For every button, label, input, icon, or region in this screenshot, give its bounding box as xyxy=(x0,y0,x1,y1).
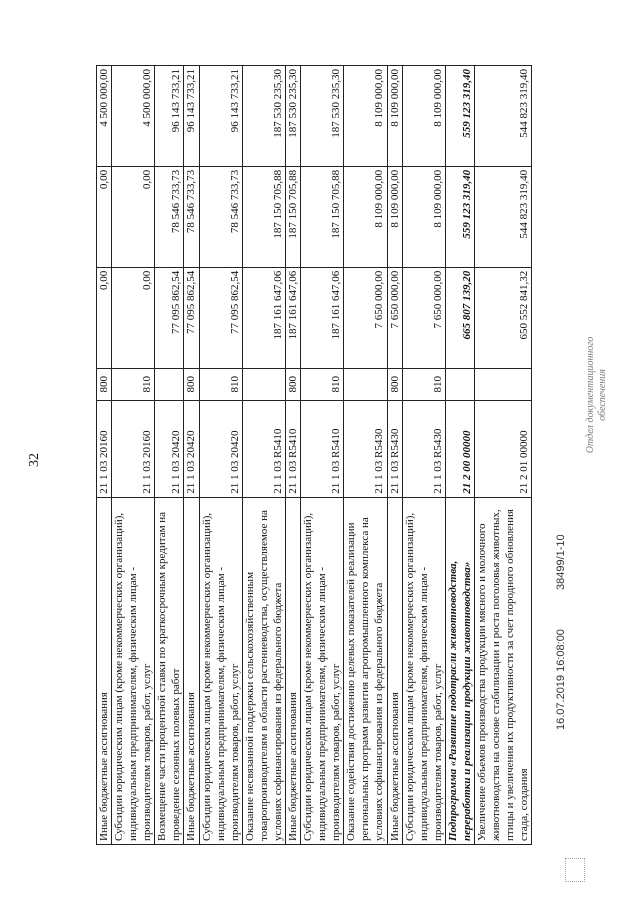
table-row xyxy=(97,66,112,845)
row-value-2020-cell: 559 123 319,40 xyxy=(445,166,474,267)
row-code-cell: 21 1 03 20420 xyxy=(184,400,199,497)
row-code-cell: 21 2 01 00000 xyxy=(475,400,532,497)
row-code-cell: 21 1 03 R5430 xyxy=(344,400,387,497)
row-type-cell: 810 xyxy=(112,368,155,400)
row-type-cell: 800 xyxy=(387,368,402,400)
row-value-2021-cell: 96 143 733,21 xyxy=(155,66,184,167)
row-value-2021-cell: 96 143 733,21 xyxy=(184,66,199,167)
row-value-2020-cell: 0,00 xyxy=(97,166,112,267)
row-value-2019-cell: 187 161 647,06 xyxy=(286,267,301,368)
row-type-cell: 800 xyxy=(184,368,199,400)
table-row xyxy=(475,66,532,845)
row-value-2020-cell: 187 150 705,88 xyxy=(286,166,301,267)
row-value-2019-cell: 650 552 841,32 xyxy=(475,267,532,368)
row-value-2019-cell: 187 161 647,06 xyxy=(301,267,344,368)
row-code-cell: 21 1 03 20420 xyxy=(199,400,242,497)
row-value-2021-cell: 4 500 000,00 xyxy=(112,66,155,167)
table-row xyxy=(286,66,301,845)
row-value-2019-cell: 665 807 139,20 xyxy=(445,267,474,368)
row-code-cell: 21 1 03 R5430 xyxy=(402,400,445,497)
row-value-2021-cell: 559 123 319,40 xyxy=(445,66,474,167)
row-type-cell: 810 xyxy=(402,368,445,400)
row-name-cell: Субсидии юридическим лицам (кроме некоммерческих организаций), индивидуальным предпринимателям, физическим лицам - производителям товаров, работ, услуг xyxy=(112,497,155,844)
row-type-cell xyxy=(344,368,387,400)
row-value-2020-cell: 8 109 000,00 xyxy=(387,166,402,267)
row-name-cell: Иные бюджетные ассигнования xyxy=(286,497,301,844)
row-name-cell: Подпрограмма «Развитие подотрасли животноводства, переработки и реализации продукции животноводства» xyxy=(445,497,474,844)
stamp-line-2: обеспечения xyxy=(597,369,608,421)
row-value-2020-cell: 78 546 733,73 xyxy=(184,166,199,267)
row-code-cell: 21 1 03 R5410 xyxy=(286,400,301,497)
budget-table xyxy=(96,65,532,845)
row-name-cell: Иные бюджетные ассигнования xyxy=(387,497,402,844)
footer-doc-id: 38499/1-10 xyxy=(555,534,567,590)
row-value-2019-cell: 77 095 862,54 xyxy=(184,267,199,368)
row-value-2020-cell: 0,00 xyxy=(112,166,155,267)
row-name-cell: Оказание содействия достижению целевых показателей реализации региональных программ развития агропромышленного комплекса на условиях софинансирования из федерального бюджета xyxy=(344,497,387,844)
row-name-cell: Субсидии юридическим лицам (кроме некоммерческих организаций), индивидуальным предпринимателям, физическим лицам - производителям товаров, работ, услуг xyxy=(402,497,445,844)
row-value-2020-cell: 8 109 000,00 xyxy=(344,166,387,267)
page-number: 32 xyxy=(27,453,42,467)
table-row xyxy=(112,66,155,845)
row-code-cell: 21 1 03 R5430 xyxy=(387,400,402,497)
row-name-cell: Возмещение части процентной ставки по краткосрочным кредитам на проведение сезонных полевых работ xyxy=(155,497,184,844)
row-name-cell: Увеличение объемов производства продукции мясного и молочного животноводства на основе стабилизации и роста поголовья животных, птицы и увеличения их продуктивности за счет породного обновления стада, создания xyxy=(475,497,532,844)
row-value-2019-cell: 187 161 647,06 xyxy=(242,267,285,368)
row-name-cell: Субсидии юридическим лицам (кроме некоммерческих организаций), индивидуальным предпринимателям, физическим лицам - производителям товаров, работ, услуг xyxy=(301,497,344,844)
row-code-cell: 21 2 00 00000 xyxy=(445,400,474,497)
row-type-cell: 810 xyxy=(301,368,344,400)
row-code-cell: 21 1 03 20420 xyxy=(155,400,184,497)
department-stamp xyxy=(585,320,609,470)
row-value-2019-cell: 7 650 000,00 xyxy=(344,267,387,368)
row-value-2021-cell: 544 823 319,40 xyxy=(475,66,532,167)
row-code-cell: 21 1 03 20160 xyxy=(112,400,155,497)
row-code-cell: 21 1 03 R5410 xyxy=(242,400,285,497)
table-row xyxy=(242,66,285,845)
row-value-2020-cell: 544 823 319,40 xyxy=(475,166,532,267)
table-row xyxy=(402,66,445,845)
table-row xyxy=(301,66,344,845)
row-value-2020-cell: 78 546 733,73 xyxy=(199,166,242,267)
row-value-2019-cell: 7 650 000,00 xyxy=(402,267,445,368)
row-type-cell: 800 xyxy=(286,368,301,400)
stamp-line-1: Отдел документационного xyxy=(585,336,596,454)
table-row xyxy=(344,66,387,845)
row-value-2019-cell: 77 095 862,54 xyxy=(155,267,184,368)
row-value-2019-cell: 0,00 xyxy=(112,267,155,368)
row-value-2020-cell: 8 109 000,00 xyxy=(402,166,445,267)
row-value-2021-cell: 8 109 000,00 xyxy=(387,66,402,167)
row-name-cell: Иные бюджетные ассигнования xyxy=(184,497,199,844)
row-type-cell: 800 xyxy=(97,368,112,400)
table-row xyxy=(445,66,474,845)
row-type-cell: 810 xyxy=(199,368,242,400)
row-value-2021-cell: 187 530 235,30 xyxy=(301,66,344,167)
table-row xyxy=(184,66,199,845)
row-value-2019-cell: 0,00 xyxy=(97,267,112,368)
row-name-cell: Иные бюджетные ассигнования xyxy=(97,497,112,844)
row-type-cell xyxy=(445,368,474,400)
row-value-2020-cell: 187 150 705,88 xyxy=(242,166,285,267)
row-value-2019-cell: 7 650 000,00 xyxy=(387,267,402,368)
footer-timestamp: 16.07.2019 16:08:00 xyxy=(555,629,567,730)
row-name-cell: Субсидии юридическим лицам (кроме некоммерческих организаций), индивидуальным предпринимателям, физическим лицам - производителям товаров, работ, услуг xyxy=(199,497,242,844)
budget-table-container xyxy=(96,65,532,845)
footer xyxy=(555,430,567,730)
table-row xyxy=(155,66,184,845)
row-value-2021-cell: 8 109 000,00 xyxy=(402,66,445,167)
table-row xyxy=(387,66,402,845)
row-type-cell xyxy=(475,368,532,400)
row-type-cell xyxy=(155,368,184,400)
qr-code-icon xyxy=(565,858,585,882)
row-value-2020-cell: 78 546 733,73 xyxy=(155,166,184,267)
row-value-2021-cell: 187 530 235,30 xyxy=(286,66,301,167)
row-name-cell: Оказание несвязанной поддержки сельскохозяйственным товаропроизводителям в области растениеводства, осуществляемое на условиях софинансирования из федерального бюджета xyxy=(242,497,285,844)
row-value-2021-cell: 8 109 000,00 xyxy=(344,66,387,167)
row-value-2019-cell: 77 095 862,54 xyxy=(199,267,242,368)
row-value-2021-cell: 187 530 235,30 xyxy=(242,66,285,167)
row-code-cell: 21 1 03 20160 xyxy=(97,400,112,497)
row-value-2021-cell: 4 500 000,00 xyxy=(97,66,112,167)
row-type-cell xyxy=(242,368,285,400)
table-row xyxy=(199,66,242,845)
budget-table-body xyxy=(97,66,532,845)
row-value-2020-cell: 187 150 705,88 xyxy=(301,166,344,267)
row-code-cell: 21 1 03 R5410 xyxy=(301,400,344,497)
row-value-2021-cell: 96 143 733,21 xyxy=(199,66,242,167)
